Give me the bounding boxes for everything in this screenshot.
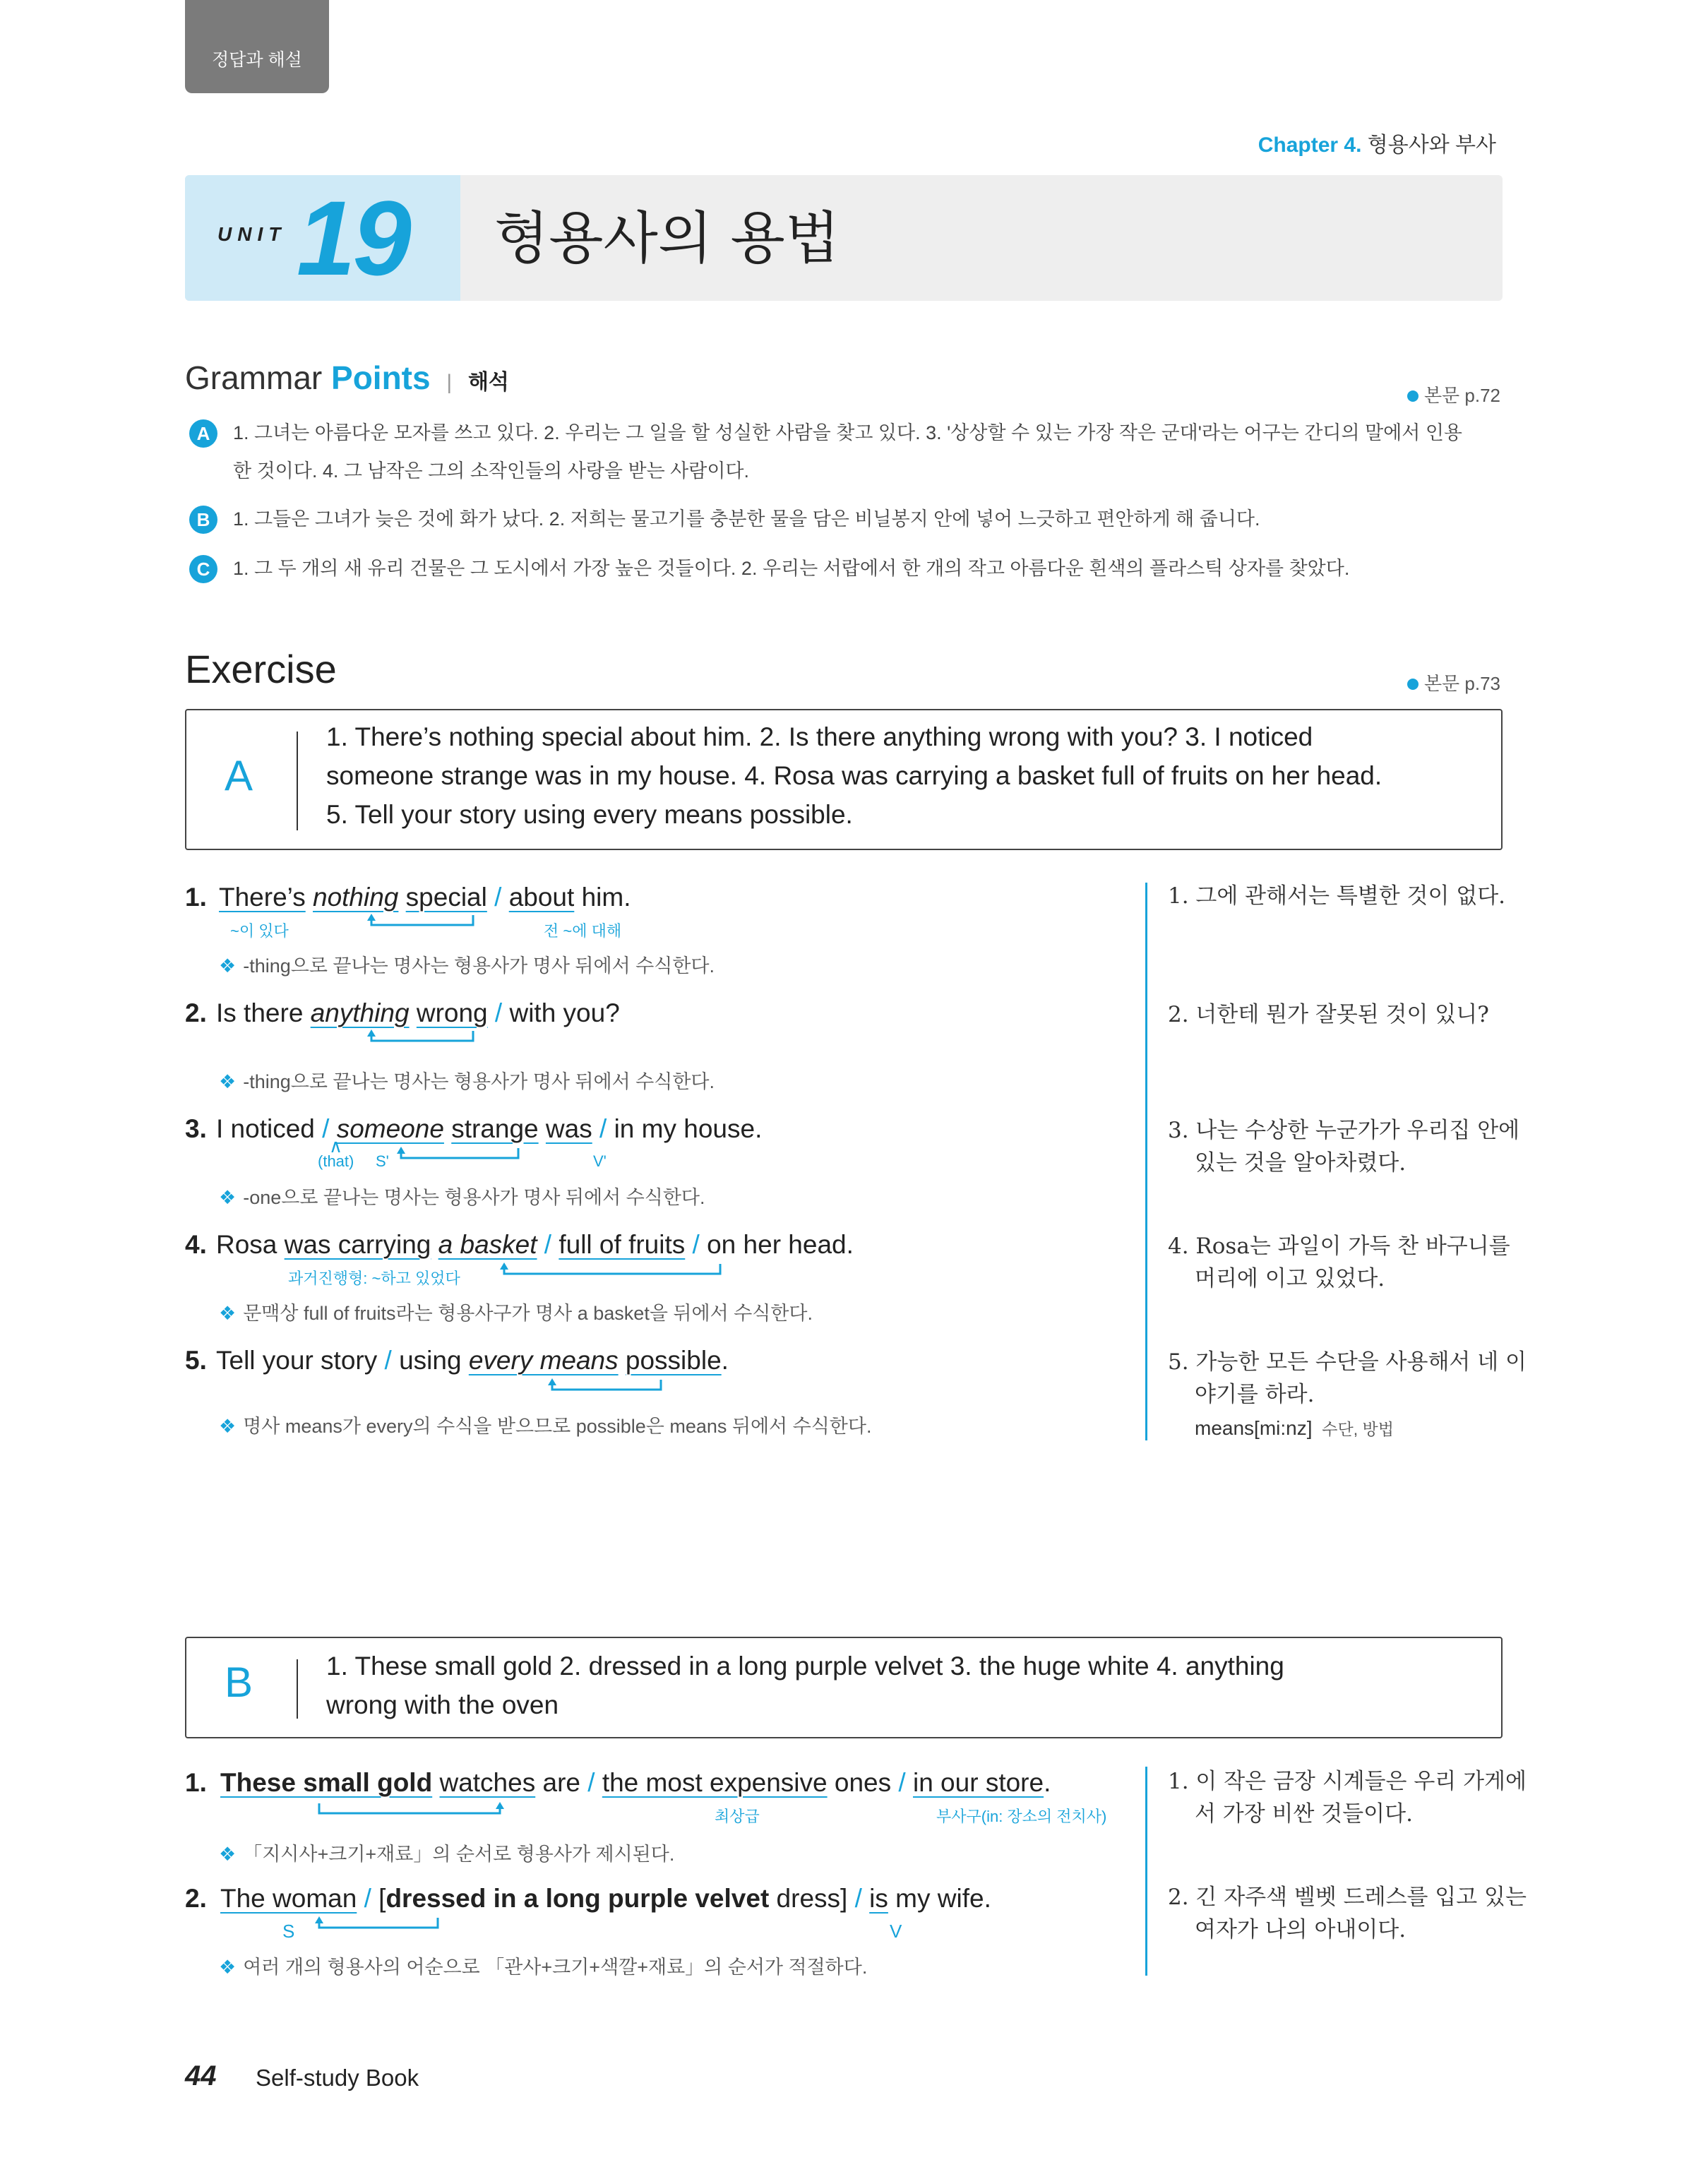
- item-a5-translation: 5. 가능한 모든 수단을 사용해서 네 이 야기를 하라.: [1168, 1349, 1527, 1407]
- item-b1-modifier-arrow: [318, 1802, 508, 1830]
- item-a4-note: ❖ 문맥상 full of fruits라는 형용사구가 명사 a basket을 뒤에서 수식한다.: [219, 1303, 813, 1324]
- diamond-bullet-icon: ❖: [219, 1071, 237, 1092]
- chapter-heading: [1258, 127, 1496, 158]
- answer-box-a-text: 1. There’s nothing special about him. 2. Is there anything wrong with you? 3. I noticed someone strange was in my house. 4. Rosa was carrying a basket full of fruits on her head. 5. Tell your story using every means possible.: [326, 722, 1382, 829]
- item-b1-annotation-superlative: 최상급: [715, 1808, 760, 1825]
- point-b-badge: B: [189, 506, 217, 534]
- diamond-bullet-icon: ❖: [219, 1303, 237, 1324]
- section-tab: 정답과 해설: [185, 0, 329, 93]
- item-a4-number: 4.: [185, 1230, 207, 1259]
- item-a3-annotation-that: (that): [318, 1152, 354, 1170]
- point-a-text: 1. 그녀는 아름다운 모자를 쓰고 있다. 2. 우리는 그 일을 할 성실한 사람을 찾고 있다. 3. '상상할 수 있는 가장 작은 군대'라는 어구는 간디의 말에서 인용 한 것이다. 4. 그 남작은 그의 소작인들의 사랑을 받는 사람이다.: [233, 422, 1462, 482]
- item-a3-translation: 3. 나는 수상한 누군가가 우리집 안에 있는 것을 알아차렸다.: [1168, 1118, 1520, 1176]
- point-b-text: 1. 그들은 그녀가 늦은 것에 화가 났다. 2. 저희는 물고기를 충분한 물을 담은 비닐봉지 안에 넣어 느긋하고 편안하게 해 줍니다.: [233, 508, 1260, 530]
- diamond-bullet-icon: ❖: [219, 1416, 237, 1437]
- item-a3-sentence: I noticed / someone strange was / in my house.: [216, 1114, 763, 1143]
- item-a3-modifier-arrow: [397, 1147, 524, 1175]
- item-b1-annotation-adverbial: 부사구(in: 장소의 전치사): [936, 1808, 1107, 1825]
- item-a5-number: 5.: [185, 1346, 207, 1375]
- item-b1-note: ❖ 「지시사+크기+재료」의 순서로 형용사가 제시된다.: [219, 1844, 675, 1865]
- item-a1-sentence: There’s nothing special / about him.: [219, 883, 631, 912]
- answer-box-a: [185, 709, 1503, 850]
- item-b1-number: 1.: [185, 1768, 207, 1797]
- item-b2-sentence: The woman / [dressed in a long purple velvet dress] / is my wife.: [220, 1884, 991, 1913]
- answer-box-a-letter: A: [225, 752, 253, 799]
- item-b2-annotation-verb: V: [890, 1921, 902, 1942]
- book-title: Self-study Book: [256, 2065, 419, 2091]
- exercise-title: Exercise: [185, 647, 337, 691]
- unit-number: 19: [297, 179, 409, 297]
- diamond-bullet-icon: ❖: [219, 1844, 237, 1865]
- item-a3-number: 3.: [185, 1114, 207, 1143]
- item-a1-number: 1.: [185, 883, 207, 912]
- bullet-dot-icon: [1407, 390, 1419, 402]
- answer-box-divider: [297, 1659, 298, 1719]
- item-a5-modifier-arrow: [548, 1378, 668, 1407]
- item-a5-note: ❖ 명사 means가 every의 수식을 받으므로 possible은 means 뒤에서 수식한다.: [219, 1416, 872, 1437]
- item-a2-number: 2.: [185, 998, 207, 1027]
- item-a1-annotation-2: 전 ~에 대해: [544, 922, 622, 940]
- item-b2-annotation-subject: S: [282, 1921, 295, 1942]
- item-b2-number: 2.: [185, 1884, 207, 1913]
- item-a3-annotation-verb: V': [593, 1152, 607, 1170]
- item-a2-modifier-arrow: [367, 1029, 480, 1058]
- item-a4-annotation: 과거진행형: ~하고 있었다: [288, 1270, 460, 1287]
- item-a5-sentence: Tell your story / using every means possible.: [216, 1346, 729, 1375]
- item-a2-note: ❖ -thing으로 끝나는 명사는 형용사가 명사 뒤에서 수식한다.: [219, 1071, 715, 1092]
- grammar-subtitle: 해석: [467, 371, 509, 394]
- grammar-word: Grammar: [185, 359, 323, 396]
- point-c-text: 1. 그 두 개의 새 유리 건물은 그 도시에서 가장 높은 것들이다. 2. 우리는 서랍에서 한 개의 작고 아름다운 흰색의 플라스틱 상자를 찾았다.: [233, 558, 1350, 579]
- answer-box-b: [185, 1637, 1503, 1738]
- item-a2-translation: 2. 너한테 뭔가 잘못된 것이 있니?: [1168, 1002, 1489, 1027]
- item-a2-sentence: Is there anything wrong / with you?: [216, 998, 620, 1027]
- item-a3-note: ❖ -one으로 끝나는 명사는 형용사가 명사 뒤에서 수식한다.: [219, 1187, 705, 1208]
- grammar-page-reference: 본문 p.72: [1407, 381, 1500, 407]
- answer-box-b-letter: B: [225, 1659, 253, 1706]
- item-a3-caret: ∧: [329, 1135, 343, 1157]
- item-b2-modifier-arrow: [315, 1916, 442, 1945]
- answer-box-divider: [297, 732, 298, 830]
- section-b-divider: [1145, 1767, 1147, 1976]
- point-a-badge: A: [189, 419, 217, 448]
- item-b2-note: ❖ 여러 개의 형용사의 어순으로 「관사+크기+색깔+재료」의 순서가 적절하다.: [219, 1957, 868, 1978]
- grammar-points-title: [185, 359, 509, 397]
- item-a5-vocab: means[mi:nz] 수단, 방법: [1195, 1417, 1394, 1439]
- unit-word: UNIT: [217, 223, 287, 245]
- chapter-label: Chapter 4.: [1258, 133, 1362, 157]
- item-a4-modifier-arrow: [500, 1262, 726, 1291]
- item-a1-modifier-arrow: [367, 914, 480, 942]
- exercise-page-reference: 본문 p.73: [1407, 669, 1500, 696]
- points-word: Points: [331, 359, 431, 396]
- diamond-bullet-icon: ❖: [219, 955, 237, 977]
- title-separator: |: [446, 371, 453, 394]
- diamond-bullet-icon: ❖: [219, 1187, 237, 1208]
- page-number: 44: [185, 2060, 217, 2091]
- unit-banner: [185, 175, 1503, 301]
- item-b2-translation: 2. 긴 자주색 벨벳 드레스를 입고 있는 여자가 나의 아내이다.: [1168, 1885, 1527, 1942]
- item-b1-sentence: These small gold watches are / the most expensive ones / in our store.: [220, 1768, 1051, 1797]
- item-a3-annotation-subject: S': [376, 1152, 389, 1170]
- bullet-dot-icon: [1407, 679, 1419, 690]
- chapter-title: 형용사와 부사: [1367, 133, 1496, 157]
- item-a4-sentence: Rosa was carrying a basket / full of fruits / on her head.: [216, 1230, 854, 1259]
- unit-title: 형용사의 용법: [494, 205, 840, 271]
- answer-box-b-text: 1. These small gold 2. dressed in a long purple velvet 3. the huge white 4. anything wrong with the oven: [326, 1652, 1284, 1719]
- diamond-bullet-icon: ❖: [219, 1957, 237, 1978]
- point-c-badge: C: [189, 555, 217, 583]
- section-a-divider: [1145, 883, 1147, 1440]
- item-a1-translation: 1. 그에 관해서는 특별한 것이 없다.: [1168, 883, 1505, 909]
- item-a1-annotation-1: ~이 있다: [230, 922, 289, 940]
- item-b1-translation: 1. 이 작은 금장 시계들은 우리 가게에 서 가장 비싼 것들이다.: [1168, 1769, 1527, 1827]
- item-a4-translation: 4. Rosa는 과일이 가득 찬 바구니를 머리에 이고 있었다.: [1168, 1234, 1510, 1291]
- item-a1-note: ❖ -thing으로 끝나는 명사는 형용사가 명사 뒤에서 수식한다.: [219, 955, 715, 977]
